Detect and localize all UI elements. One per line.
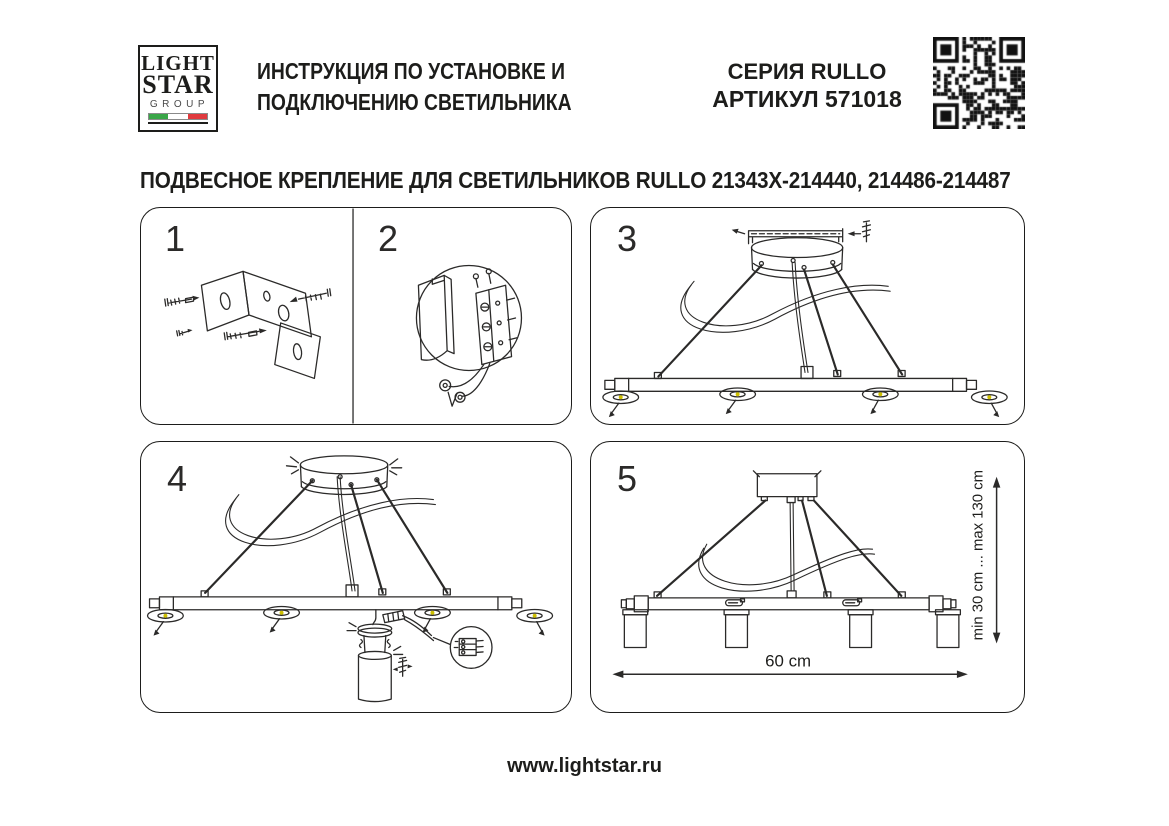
page-title bbox=[257, 56, 572, 118]
step-2-number: 2 bbox=[378, 218, 399, 259]
logo-underline bbox=[148, 122, 208, 124]
bracket-drawing bbox=[165, 271, 331, 378]
subtitle: ПОДВЕСНОЕ КРЕПЛЕНИЕ ДЛЯ СВЕТИЛЬНИКОВ RULLO 21343X-214440, 214486-214487 bbox=[140, 167, 1011, 193]
step-3-number: 3 bbox=[617, 218, 638, 259]
plate-left bbox=[603, 391, 639, 417]
logo-word-star: STAR bbox=[142, 70, 214, 99]
italian-flag-icon bbox=[148, 113, 208, 120]
lamp-drawing bbox=[347, 610, 403, 702]
screw-icon bbox=[177, 329, 193, 336]
lightstar-logo bbox=[138, 45, 218, 132]
width-dimension bbox=[612, 651, 967, 678]
step-5-diagram bbox=[591, 442, 1024, 712]
step-4-number: 4 bbox=[167, 458, 188, 499]
shade-4 bbox=[936, 610, 961, 648]
title-line-1: ИНСТРУКЦИЯ ПО УСТАНОВКЕ И bbox=[257, 58, 565, 84]
qr-code bbox=[933, 37, 1025, 129]
logo-word-group: GROUP bbox=[149, 99, 210, 110]
height-dimension bbox=[971, 470, 1001, 643]
series-label: СЕРИЯ RULLO bbox=[727, 59, 887, 84]
panel-step-4 bbox=[140, 441, 572, 713]
website-url: www.lightstar.ru bbox=[507, 755, 662, 777]
step-5-number: 5 bbox=[617, 458, 638, 499]
panel-steps-1-2 bbox=[140, 207, 572, 425]
wiring-detail-drawing bbox=[416, 265, 521, 406]
step-4-diagram bbox=[141, 442, 571, 712]
step-3-diagram bbox=[591, 208, 1024, 424]
panel-step-5 bbox=[590, 441, 1025, 713]
plate-right bbox=[971, 391, 1007, 417]
height-dimension-label: min 30 cm ... max 130 cm bbox=[970, 470, 987, 641]
shade-3 bbox=[848, 610, 873, 648]
step-1-2-diagram bbox=[141, 208, 571, 424]
article-label: АРТИКУЛ 571018 bbox=[712, 86, 902, 112]
logo-word-light: LIGHT bbox=[141, 51, 215, 75]
shade-1 bbox=[623, 610, 648, 648]
series-block bbox=[700, 59, 914, 113]
title-line-2: ПОДКЛЮЧЕНИЮ СВЕТИЛЬНИКА bbox=[257, 89, 572, 115]
shade-2 bbox=[724, 610, 749, 648]
screw-icon-step4 bbox=[393, 657, 413, 676]
width-dimension-label: 60 cm bbox=[765, 651, 812, 671]
panel-step-3 bbox=[590, 207, 1025, 425]
step-1-number: 1 bbox=[165, 218, 186, 259]
